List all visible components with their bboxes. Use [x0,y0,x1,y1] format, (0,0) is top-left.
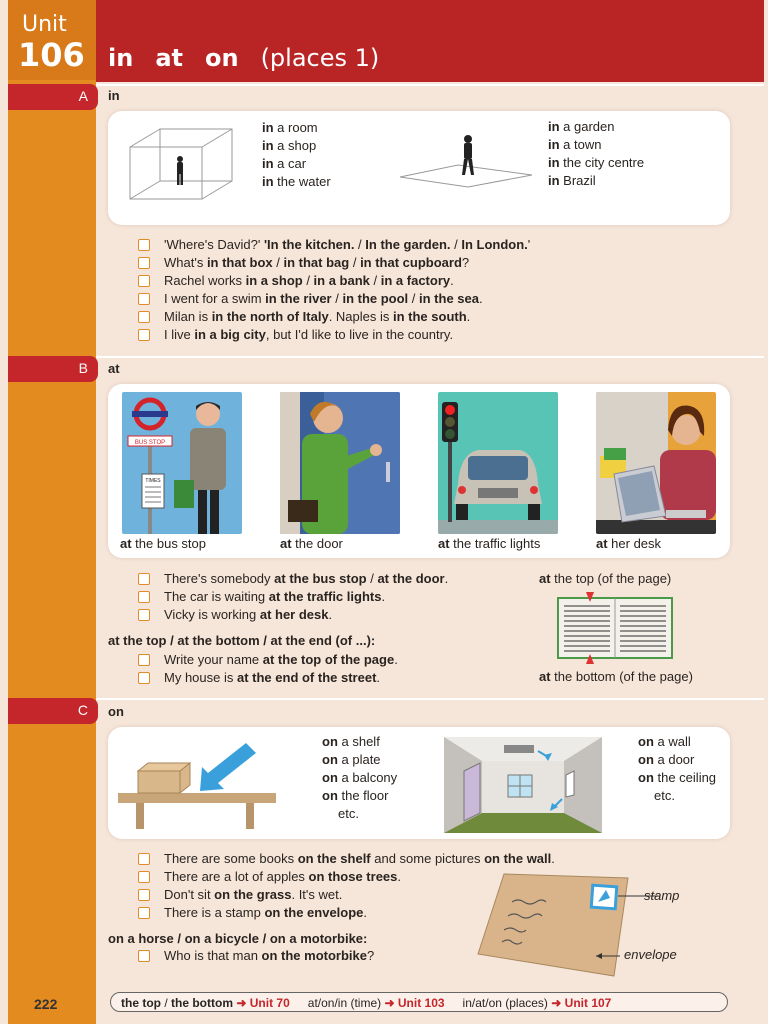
example-sentence [138,290,530,308]
sentence-text [164,868,401,886]
prep-word: in [262,174,274,189]
text-segment: . [450,273,454,288]
text-segment: ➜ [547,996,565,1010]
text-segment: ? [367,948,375,963]
bold-phrase: at [539,571,551,586]
bold-phrase: at the end of the street [236,670,377,685]
unit-label: Unit [22,12,67,37]
section-b-bar [8,356,98,382]
text-segment: Who is that man [164,948,262,963]
example-sentence [138,326,530,344]
in-list-right [548,118,644,190]
text-segment: . [381,589,386,604]
page-bottom-label [539,669,693,684]
text-segment: There's somebody [164,571,275,586]
in-list-left [262,119,331,191]
checkbox-icon [138,257,150,269]
unit-link[interactable]: Unit 107 [564,996,612,1010]
text-segment: . [478,291,483,306]
example-sentence [138,669,398,687]
text-segment: I went for a swim [164,291,266,306]
text-segment: / [272,255,284,270]
caption-text: the door [291,536,343,551]
noun-phrase: a room [273,120,318,135]
checkbox-icon [138,907,150,919]
text-segment: the bottom (of the page) [550,669,693,684]
text-segment: / [408,291,420,306]
text-segment: / [173,931,185,946]
bold-phrase: at the traffic lights [268,589,382,604]
door-illustration [280,392,400,534]
text-segment: at/on/in (time) [307,996,382,1010]
checkbox-icon [138,591,150,603]
sentence-text [164,588,385,606]
example-sentence [138,947,374,965]
noun-phrase: a car [273,156,307,171]
text-segment: . [376,670,381,685]
sentence-text [164,850,555,868]
text-segment: . [551,851,555,866]
on-list-right [638,733,716,805]
list-item [322,751,397,769]
caption-text: her desk [607,536,662,551]
sentence-text [164,606,332,624]
noun-phrase: a town [559,137,602,152]
bold-phrase: in a bank [313,273,370,288]
text-segment: (of ...): [331,633,376,648]
text-segment: The car is waiting [164,589,269,604]
bold-phrase: in a big city [194,327,266,342]
bold-phrase: in a factory [380,273,451,288]
list-item [262,137,331,155]
on-list-left [322,733,397,823]
prep-word: in [262,138,274,153]
text-segment: There are a lot of apples [164,869,309,884]
section-a-heading: in [108,88,120,103]
section-b-sub-examples [138,651,398,687]
bold-phrase: the top [121,996,161,1010]
section-c-sub-examples [138,947,374,965]
sentence-text [164,669,380,687]
section-c-heading: on [108,704,124,719]
checkbox-icon [138,275,150,287]
text-segment: / [366,571,378,586]
list-item [322,805,397,823]
sentence-text [164,947,374,965]
bold-phrase: In London. [461,237,528,252]
prep-word: at [120,536,132,551]
text-segment: . [328,607,333,622]
example-sentence [138,850,555,868]
stamp-label: stamp [644,888,680,903]
bold-phrase: at her desk [259,607,329,622]
section-c-subheading [108,931,367,946]
caption-text: the bus stop [131,536,207,551]
text-segment: What's [164,255,207,270]
bus-stop-photo [122,392,242,534]
envelope-illustration [474,868,684,980]
example-sentence [138,606,448,624]
text-segment: ? [461,255,470,270]
text-segment: / [166,633,178,648]
text-segment: . It's wet. [291,887,343,902]
text-segment: in/at/on (places) [462,996,548,1010]
list-item [322,787,397,805]
bold-phrase: on a bicycle [184,931,260,946]
garden-area-illustration [398,131,536,189]
example-sentence [138,308,530,326]
sentence-text [164,904,367,922]
desk-illustration [596,392,716,534]
text-segment: / [259,931,270,946]
noun-phrase: etc. [338,806,359,821]
bold-phrase: at the end [270,633,332,648]
section-b-divider [96,356,764,358]
traffic-lights-illustration [438,392,558,534]
text-segment: . [466,309,471,324]
cross-reference-bar [110,992,728,1012]
bold-phrase: at the top of the page [262,652,395,667]
text-segment: / [450,237,462,252]
text-segment: Don't sit [164,887,215,902]
bold-phrase: in a shop [245,273,303,288]
text-segment: / [161,996,172,1010]
bold-phrase: at the door [377,571,445,586]
sentence-text [164,236,530,254]
text-segment: 'Where's David?' [164,237,264,252]
section-b-examples [138,570,448,624]
prep-word: on [322,734,338,749]
bold-phrase: on the shelf [297,851,371,866]
text-segment: There are some books [164,851,298,866]
list-item [548,154,644,172]
prep-word: at [280,536,292,551]
bold-phrase: in the north of Italy [211,309,329,324]
unit-link[interactable]: Unit 70 [249,996,290,1010]
prep-word: on [322,752,338,767]
checkbox-icon [138,889,150,901]
bold-phrase: at [539,669,551,684]
unit-box [8,0,96,80]
noun-phrase: a plate [337,752,381,767]
prep-word: at [438,536,450,551]
bold-phrase: on a motorbike [269,931,364,946]
section-b-panel [108,384,730,558]
list-item [262,173,331,191]
text-segment: , but I'd like to live in the country. [265,327,454,342]
section-c-bar [8,698,98,724]
caption-text: the traffic lights [449,536,541,551]
bold-phrase: in that bag [283,255,350,270]
prep-word: on [638,770,654,785]
list-item [262,155,331,173]
example-sentence [138,570,448,588]
list-item [262,119,331,137]
text-segment: . Naples is [328,309,393,324]
bold-phrase: on the envelope [264,905,364,920]
text-segment: / [354,237,366,252]
text-segment: Milan is [164,309,212,324]
list-item [322,733,397,751]
prep-word: at [596,536,608,551]
list-item [638,769,716,787]
prep-word: on [322,770,338,785]
checkbox-icon [138,871,150,883]
page-top-label [539,571,671,586]
list-item [638,787,716,805]
section-b-subheading [108,633,375,648]
section-c-letter: C [77,702,88,718]
noun-phrase: a wall [653,734,691,749]
bold-phrase: in the pool [342,291,409,306]
bold-phrase: the bottom [171,996,234,1010]
sentence-text [164,308,470,326]
noun-phrase: the water [273,174,331,189]
noun-phrase: a shop [273,138,317,153]
checkbox-icon [138,950,150,962]
prep-word: in [548,155,560,170]
checkbox-icon [138,293,150,305]
checkbox-icon [138,573,150,585]
bold-phrase: in the south [393,309,467,324]
title-word-at: at [155,44,183,72]
text-segment: . [397,869,402,884]
noun-phrase: a door [653,752,695,767]
list-item [548,118,644,136]
caption-desk [596,536,661,551]
example-sentence [138,254,530,272]
prep-word: on [638,752,654,767]
text-segment: / [259,633,271,648]
bold-phrase: on a horse [108,931,174,946]
prep-word: on [638,734,654,749]
text-segment: ➜ [381,996,398,1010]
title-word-in: in [108,44,134,72]
bold-phrase: at the bottom [177,633,260,648]
section-a-divider [96,84,764,86]
example-sentence [138,236,530,254]
text-segment: / [331,291,343,306]
checkbox-icon [138,329,150,341]
bold-phrase: at the bus stop [274,571,367,586]
unit-link[interactable]: Unit 103 [397,996,445,1010]
noun-phrase: a balcony [337,770,398,785]
sentence-text [164,326,453,344]
sentence-text [164,886,342,904]
checkbox-icon [138,672,150,684]
text-segment: There is a stamp [164,905,265,920]
prep-word: in [262,120,274,135]
sentence-text [164,272,454,290]
bold-phrase: on the motorbike [261,948,367,963]
checkbox-icon [138,654,150,666]
prep-word: on [322,788,338,803]
sentence-text [164,290,483,308]
left-sidebar [8,0,96,1024]
list-item [548,172,644,190]
section-c-divider [96,698,764,700]
unit-number: 106 [18,36,85,74]
sentence-text [164,651,398,669]
sentence-text [164,570,448,588]
list-item [638,733,716,751]
bold-phrase: in the sea [419,291,479,306]
example-sentence [138,651,398,669]
text-segment: My house is [164,670,237,685]
text-segment: Rachel works [164,273,246,288]
section-a-bar [8,84,98,110]
text-segment: ➜ [233,996,250,1010]
traffic-lights-photo [438,392,558,534]
text-segment: : [363,931,368,946]
bold-phrase: In the garden. [365,237,451,252]
open-book-illustration [556,592,676,666]
text-segment: Vicky is working [164,607,260,622]
text-segment: . [444,571,449,586]
prep-word: in [548,137,560,152]
noun-phrase: the ceiling [653,770,717,785]
section-b-heading: at [108,361,120,376]
list-item [322,769,397,787]
bus-stop-sign-text: BUS STOP [134,440,166,446]
caption-traffic-lights [438,536,540,551]
text-segment: / [302,273,314,288]
checkbox-icon [138,853,150,865]
room-cube-illustration [128,127,238,201]
section-a-examples [138,236,530,344]
caption-bus-stop [120,536,206,551]
sentence-text [164,254,469,272]
list-item [548,136,644,154]
bold-phrase: in the river [265,291,332,306]
envelope-label: envelope [624,947,677,962]
bold-phrase: in that cupboard [360,255,462,270]
checkbox-icon [138,311,150,323]
text-segment: I live [164,327,195,342]
section-a-letter: A [78,88,88,104]
text-segment: . [394,652,398,667]
bold-phrase: on the wall [484,851,552,866]
title-suffix: (places 1) [260,44,380,72]
noun-phrase: etc. [654,788,675,803]
checkbox-icon [138,609,150,621]
title-word-on: on [204,44,239,72]
text-segment: Write your name [164,652,263,667]
door-photo [280,392,400,534]
shelf-box-illustration [116,741,288,833]
page-number: 222 [34,996,58,1012]
text-segment: and some pictures [370,851,485,866]
noun-phrase: the city centre [559,155,645,170]
section-c-panel [108,727,730,839]
noun-phrase: Brazil [559,173,596,188]
bold-phrase: in that box [206,255,273,270]
page-title [108,44,379,72]
noun-phrase: a shelf [337,734,380,749]
text-segment: the top (of the page) [550,571,672,586]
section-a-panel [108,111,730,225]
example-sentence [138,272,530,290]
section-b-letter: B [78,360,88,376]
bold-phrase: at the top [108,633,167,648]
prep-word: in [548,119,560,134]
text-segment: ' [527,237,531,252]
prep-word: in [262,156,274,171]
prep-word: in [548,173,560,188]
desk-photo [596,392,716,534]
text-segment: . [363,905,368,920]
example-sentence [138,588,448,606]
bus-stop-illustration [122,392,242,534]
checkbox-icon [138,239,150,251]
noun-phrase: a garden [559,119,615,134]
noun-phrase: the floor [337,788,389,803]
list-item [638,751,716,769]
bold-phrase: on those trees [308,869,398,884]
timetable-text: TIMES [145,478,161,484]
room-interior-illustration [444,737,602,833]
text-segment: / [349,255,361,270]
text-segment: / [369,273,381,288]
caption-door [280,536,343,551]
bold-phrase: on the grass [214,887,292,902]
bold-phrase: 'In the kitchen. [263,237,355,252]
